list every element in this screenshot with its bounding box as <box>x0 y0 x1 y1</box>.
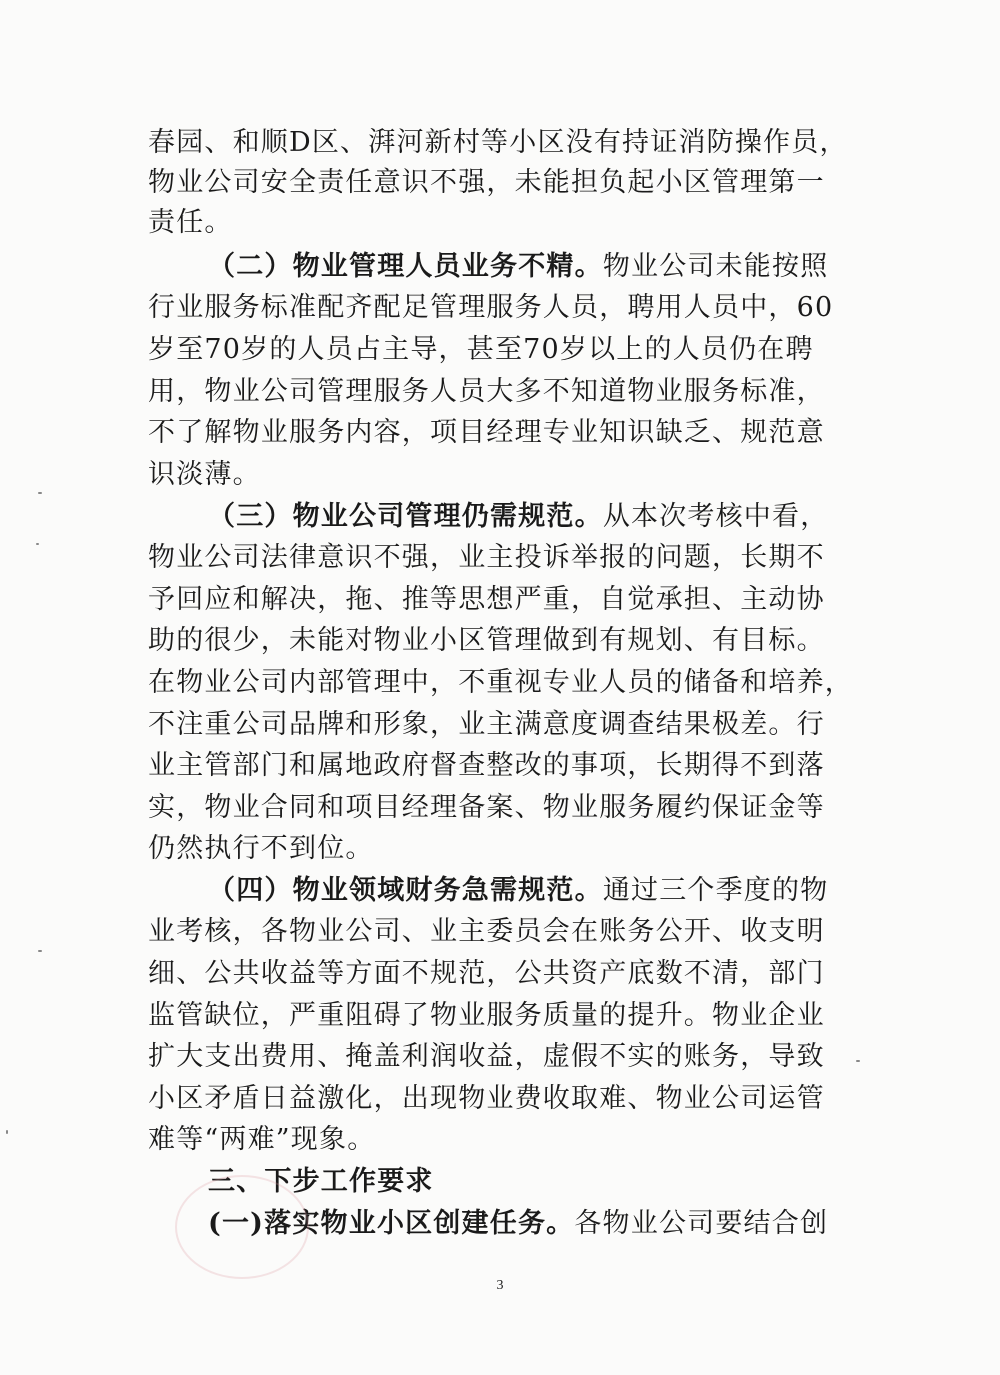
text-line: 助的很少，未能对物业小区管理做到有规划、有目标。 <box>148 625 825 656</box>
scan-speck <box>6 1130 8 1134</box>
text-line: 识淡薄。 <box>148 459 261 490</box>
paragraph-3-first-line <box>208 497 828 537</box>
text-line: 物业公司法律意识不强，业主投诉举报的问题，长期不 <box>148 542 825 573</box>
text-line: 监管缺位，严重阻碍了物业服务质量的提升。物业企业 <box>148 1000 825 1031</box>
text-line: 用，物业公司管理服务人员大多不知道物业服务标准， <box>148 376 825 407</box>
text-line: 在物业公司内部管理中，不重视专业人员的储备和培养， <box>148 667 853 698</box>
text-line: 细、公共收益等方面不规范，公共资产底数不清，部门 <box>148 958 825 989</box>
text-line: 责任。 <box>148 207 233 238</box>
scan-speck <box>38 950 42 952</box>
subsection-1-text: 各物业公司要结合创 <box>574 1208 829 1239</box>
paragraph-4-heading: （四）物业领域财务急需规范。 <box>208 875 603 906</box>
paragraph-2-text: 物业公司未能按照 <box>602 251 829 282</box>
text-line: 行业服务标准配齐配足管理服务人员，聘用人员中，60 <box>148 292 834 323</box>
text-line: 不注重公司品牌和形象，业主满意度调查结果极差。行 <box>148 709 825 740</box>
subsection-1-heading: (一)落实物业小区创建任务。 <box>208 1208 575 1239</box>
text-line: 实，物业合同和项目经理备案、物业服务履约保证金等 <box>148 792 825 823</box>
text-line: 难等“两难”现象。 <box>148 1124 376 1155</box>
paragraph-3-heading: （三）物业公司管理仍需规范。 <box>208 501 603 532</box>
scan-speck <box>36 543 39 545</box>
paragraph-3-text: 从本次考核中看， <box>602 501 829 532</box>
text-line: 扩大支出费用、掩盖利润收益，虚假不实的账务，导致 <box>148 1041 825 1072</box>
paragraph-4-text: 通过三个季度的物 <box>602 875 829 906</box>
text-line: 不了解物业服务内容，项目经理专业知识缺乏、规范意 <box>148 417 825 448</box>
faded-seal-stamp <box>175 1175 309 1279</box>
text-line: 仍然执行不到位。 <box>148 833 374 864</box>
paragraph-4-first-line <box>208 871 828 911</box>
text-line: 小区矛盾日益激化，出现物业费收取难、物业公司运管 <box>148 1083 825 1114</box>
paragraph-2-first-line <box>208 247 828 287</box>
text-line: 春园、和顺D区、湃河新村等小区没有持证消防操作员， <box>148 127 848 158</box>
section-heading: 三、下步工作要求 <box>208 1166 434 1197</box>
page-number: 3 <box>496 1278 504 1293</box>
text-line: 岁至70岁的人员占主导，甚至70岁以上的人员仍在聘 <box>148 334 814 365</box>
scan-speck <box>38 492 42 494</box>
text-line: 予回应和解决，拖、推等思想严重，自觉承担、主动协 <box>148 584 825 615</box>
scan-speck <box>856 1060 860 1062</box>
text-line: 业考核，各物业公司、业主委员会在账务公开、收支明 <box>148 916 825 947</box>
text-line: 物业公司安全责任意识不强，未能担负起小区管理第一 <box>148 167 825 198</box>
paragraph-2-heading: （二）物业管理人员业务不精。 <box>208 251 603 282</box>
text-line: 业主管部门和属地政府督查整改的事项，长期得不到落 <box>148 750 825 781</box>
